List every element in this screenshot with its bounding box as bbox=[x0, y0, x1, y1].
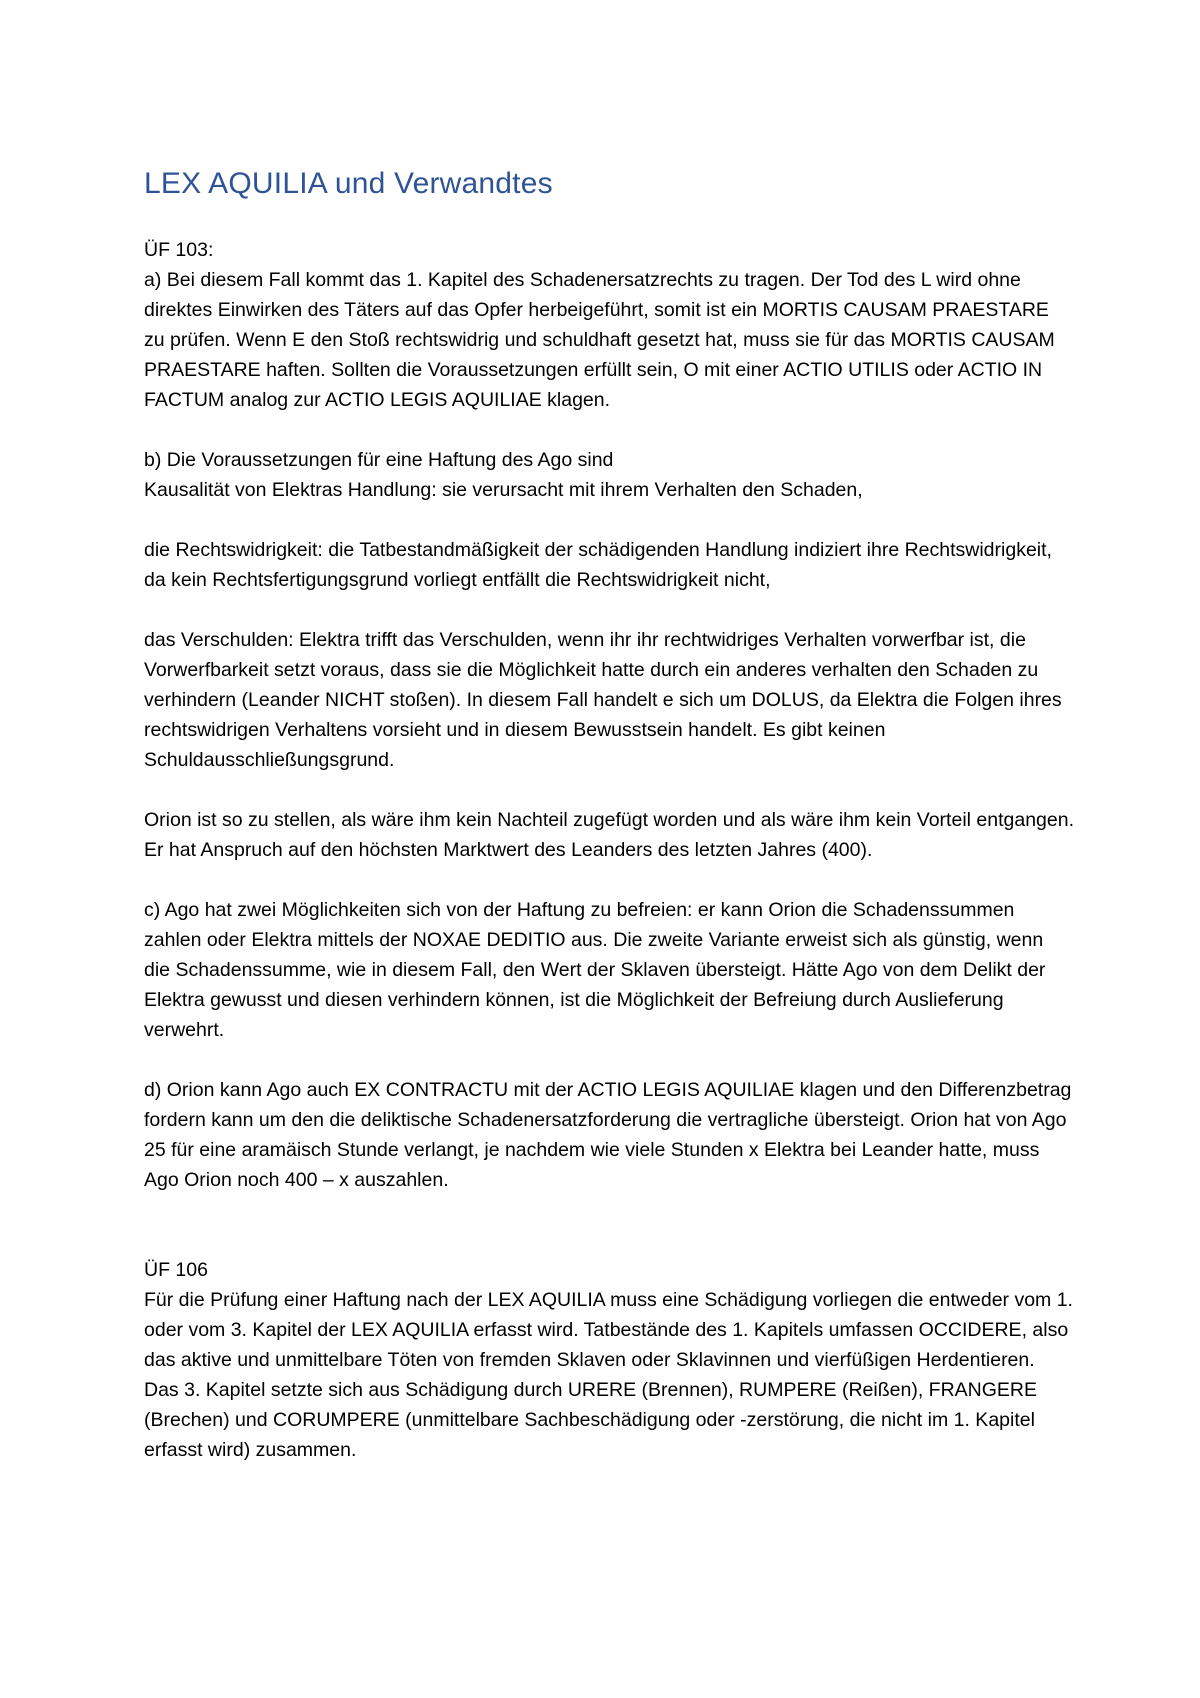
paragraph-b-intro: b) Die Voraussetzungen für eine Haftung des Ago sind bbox=[144, 449, 614, 471]
document-title: LEX AQUILIA und Verwandtes bbox=[144, 167, 553, 200]
paragraph-b-orion: Orion ist so zu stellen, als wäre ihm kein Nachteil zugefügt worden und als wäre ihm kein Vorteil entgangen. Er hat Anspruch auf den höchsten Marktwert des Leanders des letzten Jahres (400). bbox=[144, 809, 1074, 861]
section-heading-uf-103: ÜF 103: bbox=[144, 239, 214, 261]
paragraph-c: c) Ago hat zwei Möglichkeiten sich von der Haftung zu befreien: er kann Orion die Schadenssummen zahlen oder Elektra mittels der NOXAE DEDITIO aus. Die zweite Variante erweist sich als günstig, wenn die Schadenssumme, wie in diesem Fall, den Wert der Sklaven übersteigt. Hätte Ago von dem Delikt der Elektra gewusst und diesen verhindern können, ist die Möglichkeit der Befreiung durch Auslieferung verwehrt. bbox=[144, 899, 1046, 1041]
paragraph-b-causality: Kausalität von Elektras Handlung: sie verursacht mit ihrem Verhalten den Schaden, bbox=[144, 479, 863, 501]
paragraph-uf-106: Für die Prüfung einer Haftung nach der LEX AQUILIA muss eine Schädigung vorliegen die entweder vom 1. oder vom 3. Kapitel der LEX AQUILIA erfasst wird. Tatbestände des 1. Kapitels umfassen OCCIDERE, also das aktive und unmittelbare Töten von fremden Sklaven oder Sklavinnen und vierfüßigen Herdentieren. Das 3. Kapitel setzte sich aus Schädigung durch URERE (Brennen), RUMPERE (Reißen), FRANGERE (Brechen) und CORUMPERE (unmittelbare Sachbeschädigung oder -zerstörung, die nicht im 1. Kapitel erfasst wird) zusammen. bbox=[144, 1289, 1073, 1461]
paragraph-d: d) Orion kann Ago auch EX CONTRACTU mit der ACTIO LEGIS AQUILIAE klagen und den Differenzbetrag fordern kann um den die deliktische Schadenersatzforderung die vertragliche übersteigt. Orion hat von Ago 25 für eine aramäisch Stunde verlangt, je nachdem wie viele Stunden x Elektra bei Leander hatte, muss Ago Orion noch 400 – x auszahlen. bbox=[144, 1079, 1072, 1191]
paragraph-a: a) Bei diesem Fall kommt das 1. Kapitel des Schadenersatzrechts zu tragen. Der Tod des L wird ohne direktes Einwirken des Täters auf das Opfer herbeigeführt, somit ist ein MORTIS CAUSAM PRAESTARE zu prüfen. Wenn E den Stoß rechtswidrig und schuldhaft gesetzt hat, muss sie für das MORTIS CAUSAM PRAESTARE haften. Sollten die Voraussetzungen erfüllt sein, O mit einer ACTIO UTILIS oder ACTIO IN FACTUM analog zur ACTIO LEGIS AQUILIAE klagen. bbox=[144, 269, 1055, 411]
paragraph-b-fault: das Verschulden: Elektra trifft das Verschulden, wenn ihr ihr rechtwidriges Verhalten vorwerfbar ist, die Vorwerfbarkeit setzt voraus, dass sie die Möglichkeit hatte durch ein anderes verhalten den Schaden zu verhindern (Leander NICHT stoßen). In diesem Fall handelt e sich um DOLUS, da Elektra die Folgen ihres rechtswidrigen Verhaltens vorsieht und in diesem Bewusstsein handelt. Es gibt keinen Schuldausschließungsgrund. bbox=[144, 629, 1062, 771]
section-heading-uf-106: ÜF 106 bbox=[144, 1259, 208, 1281]
document-page bbox=[144, 164, 1074, 1465]
paragraph-b-unlawfulness: die Rechtswidrigkeit: die Tatbestandmäßigkeit der schädigenden Handlung indiziert ihre Rechtswidrigkeit, da kein Rechtsfertigungsgrund vorliegt entfällt die Rechtswidrigkeit nicht, bbox=[144, 539, 1052, 591]
blank-line bbox=[144, 1225, 1074, 1255]
